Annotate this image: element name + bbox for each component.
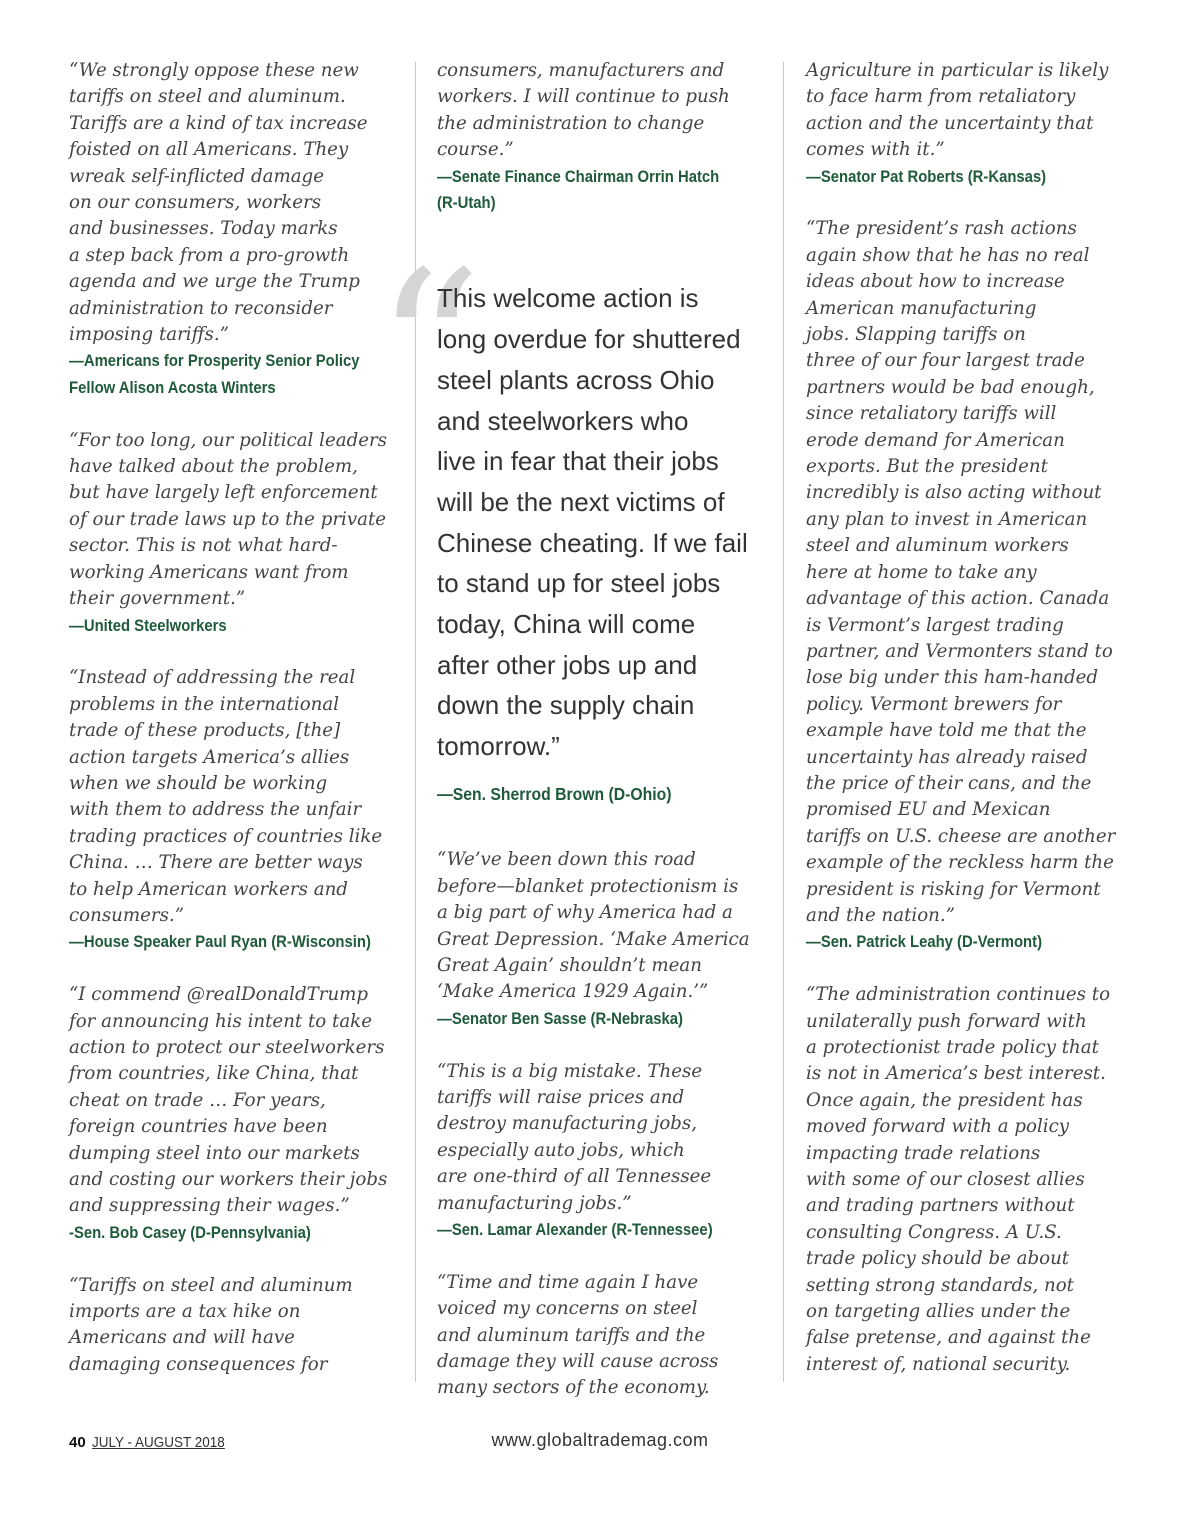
text-line: impacting trade relations (806, 1142, 1041, 1164)
quote-text (69, 665, 399, 929)
text-line: workers. I will continue to push (437, 86, 730, 108)
text-line: have talked about the problem, (69, 456, 358, 478)
text-line: —Senator Ben Sasse (R-Nebraska) (437, 1009, 683, 1028)
text-line: and suppressing their wages.” (69, 1195, 350, 1217)
text-line: cheat on trade … For years, (69, 1089, 326, 1111)
text-line: are one-third of all Tennessee (437, 1166, 712, 1188)
text-line: the price of their cans, and the (806, 772, 1092, 794)
quote-attribution (437, 1217, 734, 1243)
text-line: many sectors of the economy. (437, 1377, 710, 1399)
text-line: “This is a big mistake. These (437, 1060, 703, 1082)
text-line: (R-Utah) (437, 194, 496, 213)
text-line: to help American workers and (69, 878, 348, 900)
text-line: on targeting allies under the (806, 1301, 1071, 1323)
text-line: after other jobs up and (437, 649, 698, 680)
quote-text (69, 428, 399, 613)
text-line: damage they will cause across (437, 1350, 719, 1372)
quote-attribution (806, 164, 1103, 190)
text-line: consumers, manufacturers and (437, 60, 725, 81)
text-line: and the nation.” (806, 904, 955, 926)
text-line: foisted on all Americans. They (69, 139, 349, 161)
text-line: will be the next victims of (437, 486, 725, 517)
text-line: partners would be bad enough, (806, 376, 1095, 398)
text-line: from countries, like China, that (69, 1063, 359, 1085)
text-line: “Tariffs on steel and aluminum (69, 1274, 353, 1296)
text-line: on our consumers, workers (69, 192, 322, 214)
text-line: Americans and will have (69, 1327, 295, 1349)
text-line: example have told me that the (806, 720, 1087, 742)
text-line: Agriculture in particular is likely (806, 60, 1109, 81)
text-line: before—blanket protectionism is (437, 875, 739, 897)
text-line: Fellow Alison Acosta Winters (69, 378, 276, 397)
text-line: and costing our workers their jobs (69, 1169, 388, 1191)
text-line: down the supply chain (437, 690, 695, 721)
text-line: “Time and time again I have (437, 1271, 699, 1293)
page-number: 40 (69, 1434, 86, 1451)
text-line: This welcome action is (437, 283, 699, 314)
quote-text (437, 847, 767, 1005)
text-line: policy. Vermont brewers for (806, 693, 1062, 715)
text-line: American manufacturing (806, 297, 1037, 319)
text-line: and trading partners without (806, 1195, 1075, 1217)
text-line: tariffs will raise prices and (437, 1086, 685, 1108)
text-line: Great Again’ shouldn’t mean (437, 954, 702, 976)
text-line: ‘Make America 1929 Again.’” (437, 981, 709, 1003)
text-line: since retaliatory tariffs will (806, 403, 1057, 425)
text-line: comes with it.” (806, 139, 945, 161)
text-line: “Instead of addressing the real (69, 667, 356, 689)
text-line: tomorrow.” (437, 731, 560, 762)
text-line: a protectionist trade policy that (806, 1037, 1099, 1058)
text-line: with them to address the unfair (69, 799, 362, 821)
text-line: —Sen. Patrick Leahy (D-Vermont) (806, 933, 1043, 952)
text-line: Once again, the president has (806, 1089, 1083, 1111)
text-line: and businesses. Today marks (69, 218, 338, 240)
text-line: “We strongly oppose these new (69, 60, 359, 81)
text-line: action and the uncertainty that (806, 112, 1094, 134)
text-line: of our trade laws up to the private (69, 508, 387, 530)
pull-quote (375, 226, 767, 766)
text-line: “We’ve been down this road (437, 849, 696, 871)
text-line: —Senator Pat Roberts (R-Kansas) (806, 167, 1047, 186)
text-line: their government.” (69, 588, 246, 610)
text-line: Great Depression. ‘Make America (437, 928, 750, 950)
quotation-mark-icon: “ (375, 226, 483, 472)
quote-attribution (69, 929, 371, 955)
text-line: jobs. Slapping tariffs on (806, 324, 1026, 346)
text-line: to stand up for steel jobs (437, 568, 721, 599)
text-line: setting strong standards, not (806, 1274, 1074, 1296)
text-line: especially auto jobs, which (437, 1139, 685, 1161)
text-line: —House Speaker Paul Ryan (R-Wisconsin) (69, 933, 371, 952)
quote-text (69, 982, 399, 1220)
column-divider (783, 62, 784, 1382)
text-line: steel and aluminum workers (806, 535, 1069, 557)
quote-text (437, 58, 767, 164)
text-line: —Senate Finance Chairman Orrin Hatch (437, 167, 720, 186)
text-line: Tariffs are a kind of tax increase (69, 112, 368, 134)
quote-text (806, 216, 1136, 929)
quote-text (806, 58, 1136, 164)
text-line: voiced my concerns on steel (437, 1298, 698, 1320)
text-line: Chinese cheating. If we fail (437, 527, 748, 558)
text-line: moved forward with a policy (806, 1116, 1070, 1138)
quote-text (437, 1059, 767, 1217)
text-line: “The president’s rash actions (806, 218, 1077, 240)
text-line: “I commend @realDonaldTrump (69, 984, 369, 1006)
quote-text (69, 1273, 399, 1379)
quote-attribution (69, 613, 366, 639)
text-line: trading practices of countries like (69, 825, 383, 847)
text-line: partner, and Vermonters stand to (806, 640, 1113, 662)
text-line: three of our four largest trade (806, 350, 1085, 372)
text-line: tariffs on U.S. cheese are another (806, 825, 1116, 847)
text-line: is not in America’s best interest. (806, 1063, 1106, 1085)
text-line: and steelworkers who (437, 405, 689, 436)
text-line: trade of these products, [the] (69, 720, 341, 742)
text-line: false pretense, and against the (806, 1327, 1091, 1349)
text-line: example of the reckless harm the (806, 852, 1114, 874)
text-line: “The administration continues to (806, 984, 1111, 1006)
text-line: erode demand for American (806, 429, 1065, 451)
text-line: steel plants across Ohio (437, 364, 715, 395)
text-line: —United Steelworkers (69, 616, 227, 635)
text-line: course.” (437, 139, 514, 161)
text-line: uncertainty has already raised (806, 746, 1088, 768)
text-line: working Americans want from (69, 561, 349, 583)
quote-text (806, 982, 1136, 1378)
text-line: advantage of this action. Canada (806, 588, 1110, 610)
text-line: unilaterally push forward with (806, 1010, 1087, 1032)
text-line: foreign countries have been (69, 1116, 328, 1138)
text-line: dumping steel into our markets (69, 1142, 360, 1164)
text-line: is Vermont’s largest trading (806, 614, 1064, 636)
text-line: trade policy should be about (806, 1248, 1070, 1270)
quote-attribution (437, 1006, 734, 1032)
text-line: incredibly is also acting without (806, 482, 1102, 504)
quote-attribution (437, 164, 734, 217)
text-line: wreak self-inflicted damage (69, 165, 324, 187)
text-line: action to protect our steelworkers (69, 1036, 385, 1058)
quote-attribution (69, 348, 366, 401)
text-line: China. … There are better ways (69, 852, 363, 874)
text-line: and aluminum tariffs and the (437, 1324, 706, 1346)
text-line: destroy manufacturing jobs, (437, 1113, 698, 1135)
text-line: today, China will come (437, 609, 696, 640)
text-line: when we should be working (69, 772, 328, 794)
text-line: lose big under this ham-handed (806, 667, 1099, 689)
text-line: with some of our closest allies (806, 1169, 1085, 1191)
text-line: imports are a tax hike on (69, 1301, 301, 1323)
quote-attribution (69, 1220, 366, 1246)
quote-attribution (806, 929, 1103, 955)
text-line: any plan to invest in American (806, 508, 1088, 530)
text-line: consulting Congress. A U.S. (806, 1221, 1062, 1243)
text-line: to face harm from retaliatory (806, 86, 1076, 108)
website-url: www.globaltrademag.com (491, 1430, 709, 1450)
text-line: problems in the international (69, 693, 340, 715)
text-line: imposing tariffs.” (69, 324, 229, 346)
text-line: administration to reconsider (69, 297, 333, 319)
text-line: agenda and we urge the Trump (69, 271, 360, 293)
text-line: a step back from a pro-growth (69, 244, 350, 266)
text-line: here at home to take any (806, 561, 1037, 583)
text-line: but have largely left enforcement (69, 482, 378, 504)
text-line: again show that he has no real (806, 244, 1090, 266)
quote-text (69, 58, 399, 348)
column-1 (69, 58, 399, 1378)
text-line: tariffs on steel and aluminum. (69, 86, 346, 108)
text-line: long overdue for shuttered (437, 324, 741, 355)
quote-text (437, 1270, 767, 1402)
text-line: manufacturing jobs.” (437, 1192, 632, 1214)
text-line: “For too long, our political leaders (69, 429, 387, 451)
text-line: -Sen. Bob Casey (D-Pennsylvania) (69, 1223, 311, 1242)
text-line: consumers.” (69, 904, 185, 926)
text-line: action targets America’s allies (69, 746, 350, 768)
text-line: promised EU and Mexican (806, 799, 1051, 821)
text-line: interest of, national security. (806, 1353, 1071, 1375)
text-line: exports. But the president (806, 456, 1048, 478)
text-line: damaging consequences for (69, 1353, 328, 1375)
column-3 (806, 58, 1136, 1378)
column-2 (375, 58, 767, 1402)
text-line: president is risking for Vermont (806, 878, 1101, 900)
text-line: —Sen. Lamar Alexander (R-Tennessee) (437, 1220, 713, 1239)
text-line: live in fear that their jobs (437, 446, 719, 477)
text-line: a big part of why America had a (437, 902, 733, 924)
text-line: ideas about how to increase (806, 271, 1065, 293)
text-line: the administration to change (437, 112, 705, 134)
issue-date: JULY - AUGUST 2018 (91, 1434, 225, 1451)
text-line: —Americans for Prosperity Senior Policy (69, 352, 360, 371)
text-line: for announcing his intent to take (69, 1010, 372, 1032)
text-line: sector. This is not what hard- (69, 535, 338, 557)
pull-quote-attribution: —Sen. Sherrod Brown (D-Ohio) (437, 783, 672, 804)
